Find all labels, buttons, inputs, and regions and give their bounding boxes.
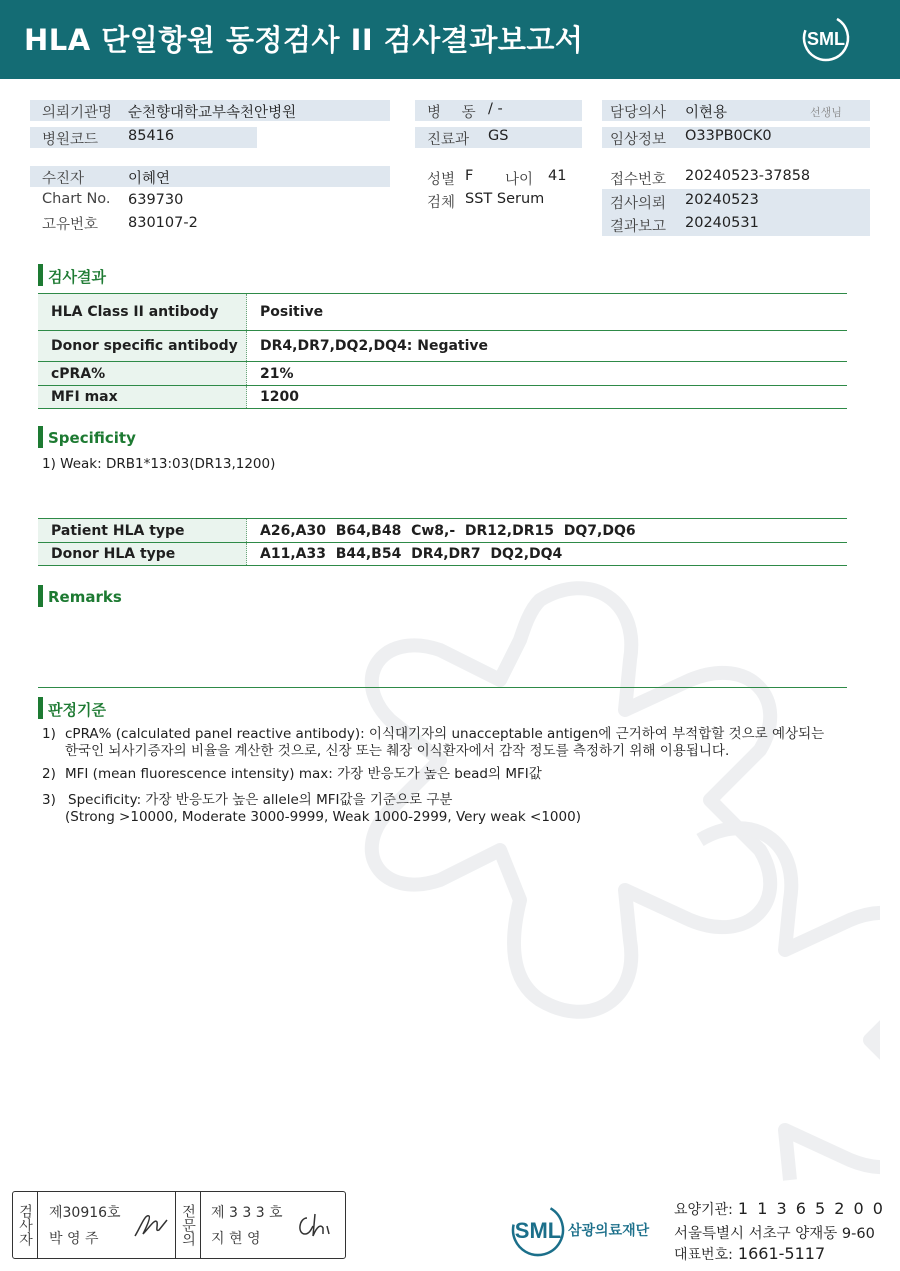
- hla-type-table: [38, 518, 847, 566]
- institution-value: 1 1 3 6 5 2 0 0: [737, 1199, 885, 1218]
- results-table: [38, 293, 847, 409]
- age-value: 41: [548, 168, 567, 184]
- hla-value: A26,A30 B64,B48 Cw8,- DR12,DR15 DQ7,DQ6: [260, 522, 636, 539]
- table-row: [38, 331, 847, 362]
- section-marker: [38, 264, 43, 286]
- section-marker: [38, 426, 43, 448]
- ward-label: 병 동: [427, 105, 484, 121]
- report-header: [0, 0, 900, 79]
- criteria-number: 3): [42, 792, 56, 808]
- sex-label: 성별: [427, 172, 456, 188]
- clinical-label: 임상정보: [610, 132, 667, 148]
- table-row: [38, 294, 847, 331]
- phone-line: [674, 1244, 825, 1264]
- examiner-license: 제30916호: [49, 1205, 121, 1221]
- watermark-cross-icon: [360, 560, 880, 1200]
- hla-key: Patient HLA type: [38, 519, 247, 543]
- institution-line: [674, 1199, 885, 1219]
- specimen-value: SST Serum: [465, 191, 545, 207]
- hla-value: A11,A33 B44,B54 DR4,DR7 DQ2,DQ4: [260, 546, 563, 562]
- receipt-label: 접수번호: [610, 172, 667, 188]
- report-date-label: 결과보고: [610, 219, 667, 235]
- unique-label: 고유번호: [42, 217, 99, 233]
- hospital-value: 순천향대학교부속천안병원: [128, 105, 297, 121]
- specialist-name: 지 현 영: [211, 1231, 261, 1247]
- criteria-line: MFI (mean fluorescence intensity) max: 가장 반응도가 높은 bead의 MFI값: [65, 766, 542, 782]
- examiner-label: 검사자: [13, 1192, 38, 1258]
- request-label: 검사의뢰: [610, 196, 667, 212]
- specialist-label: 전문의: [175, 1192, 201, 1258]
- address: 서울특별시 서초구 양재동 9-60: [674, 1226, 875, 1242]
- examiner-signature-icon: [131, 1208, 171, 1242]
- section-marker: [38, 697, 43, 719]
- patient-value: 이혜연: [128, 171, 171, 187]
- report-title: HLA 단일항원 동정검사 II 검사결과보고서: [24, 23, 584, 57]
- criteria-number: 1): [42, 726, 56, 742]
- table-row: [38, 362, 847, 386]
- criteria-number: 2): [42, 766, 56, 782]
- specialist-license: 제 3 3 3 호: [211, 1205, 283, 1221]
- specialist-signature-icon: [293, 1208, 337, 1242]
- patient-label: 수진자: [42, 171, 85, 187]
- specificity-text: 1) Weak: DRB1*13:03(DR13,1200): [42, 456, 276, 472]
- criteria-line: Specificity: 가장 반응도가 높은 allele의 MFI값을 기준으로 구분: [68, 792, 453, 808]
- criteria-line: 한국인 뇌사기증자의 비율을 계산한 것으로, 신장 또는 췌장 이식환자에서 감작 정도를 측정하기 위해 이용됩니다.: [65, 743, 730, 759]
- signature-box: [12, 1191, 346, 1259]
- chart-label: Chart No.: [42, 191, 111, 207]
- result-value: Positive: [260, 304, 324, 320]
- hospital-code-value: 85416: [128, 128, 175, 144]
- dept-value: GS: [488, 128, 509, 144]
- criteria-title: 판정기준: [48, 701, 106, 719]
- dept-label: 진료과: [427, 132, 470, 148]
- table-row: [38, 543, 847, 566]
- result-key: Donor specific antibody: [38, 331, 247, 362]
- footer-org-name: 삼광의료재단: [568, 1223, 650, 1239]
- receipt-value: 20240523-37858: [685, 168, 811, 184]
- results-title: 검사결과: [48, 268, 106, 286]
- unique-value: 830107-2: [128, 215, 198, 231]
- footer-logo-text: SML: [514, 1218, 562, 1243]
- criteria-line: cPRA% (calculated panel reactive antibody): 이식대기자의 unacceptable antigen에 근거하여 부적합할 것으로 예상되는: [65, 726, 825, 742]
- report-date-value: 20240531: [685, 215, 759, 231]
- phone-value: 1661-5117: [737, 1244, 826, 1263]
- hospital-label: 의뢰기관명: [42, 105, 113, 121]
- hla-key: Donor HLA type: [38, 543, 247, 566]
- sex-value: F: [465, 168, 474, 184]
- result-key: cPRA%: [38, 362, 247, 386]
- request-value: 20240523: [685, 192, 759, 208]
- age-label: 나이: [505, 172, 534, 188]
- specimen-label: 검체: [427, 195, 456, 211]
- specificity-title: Specificity: [48, 429, 136, 447]
- doctor-value: 이현용: [685, 105, 728, 121]
- table-row: [38, 519, 847, 543]
- remarks-title: Remarks: [48, 588, 122, 606]
- doctor-label: 담당의사: [610, 105, 667, 121]
- doctor-suffix: 선생님: [810, 106, 842, 119]
- section-marker: [38, 585, 43, 607]
- table-row: [38, 386, 847, 409]
- footer-logo: [510, 1202, 662, 1262]
- examiner-name: 박 영 주: [49, 1231, 99, 1247]
- ward-value: / -: [488, 101, 503, 117]
- result-value: 21%: [260, 365, 294, 382]
- clinical-value: O33PB0CK0: [685, 128, 772, 144]
- sml-logo-text: SML: [807, 29, 845, 49]
- divider: [38, 687, 847, 688]
- criteria-line: (Strong >10000, Moderate 3000-9999, Weak 1000-2999, Very weak <1000): [65, 809, 581, 825]
- hospital-code-label: 병원코드: [42, 132, 99, 148]
- sml-logo: [800, 12, 852, 64]
- institution-label: 요양기관:: [674, 1202, 733, 1218]
- result-value: 1200: [260, 389, 299, 405]
- result-key: HLA Class II antibody: [38, 294, 247, 331]
- result-key: MFI max: [38, 386, 247, 409]
- result-value: DR4,DR7,DQ2,DQ4: Negative: [260, 338, 489, 354]
- phone-label: 대표번호:: [674, 1247, 733, 1263]
- chart-value: 639730: [128, 192, 184, 208]
